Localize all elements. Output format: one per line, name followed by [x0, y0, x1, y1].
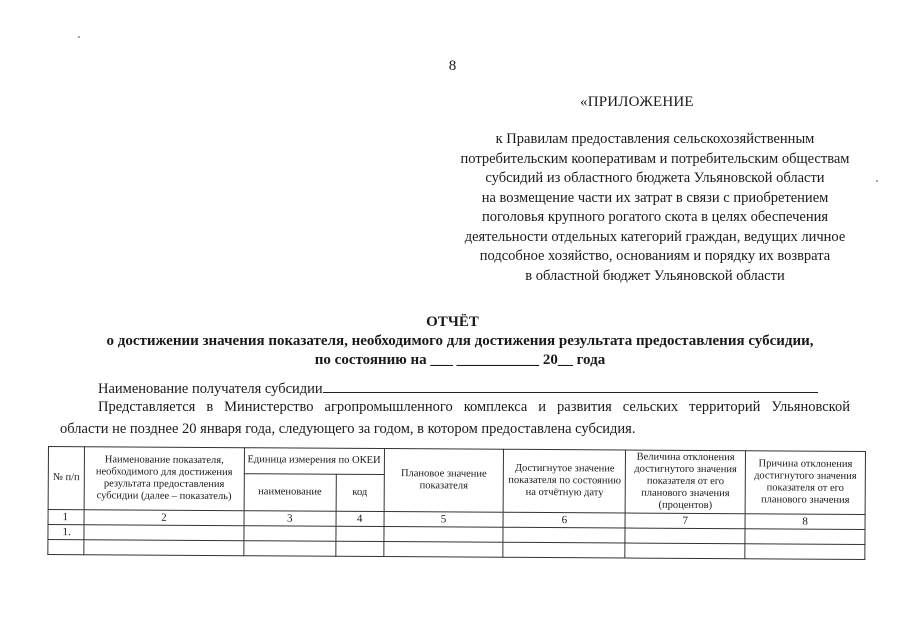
header-deviation: Величина отклонения достигнутого значения показателя от его планового значения (процентов): [625, 450, 745, 514]
table-cell[interactable]: [244, 526, 336, 542]
header-reason: Причина отклонения достигнутого значения показателя от его планового значения: [745, 451, 865, 515]
report-date-line: по состоянию на ___ ___________ 20__ года: [314, 352, 606, 368]
recipient-line: [60, 380, 888, 398]
appendix-line: подсобное хозяйство, основаниям и порядку их возврата: [479, 248, 831, 264]
table-cell: [48, 540, 84, 555]
table-cell[interactable]: [383, 542, 503, 558]
appendix-line: в областной бюджет Ульяновской области: [525, 267, 785, 284]
table-cell[interactable]: [745, 544, 865, 560]
table-cell[interactable]: [384, 527, 504, 543]
column-number: 5: [384, 512, 504, 528]
column-number: 6: [503, 512, 625, 528]
report-table: [47, 446, 866, 560]
table-cell[interactable]: [745, 529, 865, 545]
table-cell[interactable]: [625, 528, 745, 544]
column-number: 3: [244, 511, 336, 527]
column-number: 4: [336, 511, 384, 526]
table-cell[interactable]: [84, 540, 244, 556]
table-cell[interactable]: [625, 543, 745, 559]
appendix-line: на возмещение части их затрат в связи с приобретением: [481, 189, 829, 206]
table-cell[interactable]: [503, 542, 625, 558]
table-header-row: [48, 447, 865, 478]
submission-text-line: области не позднее 20 января года, следующего за годом, в котором предоставлена субсидия.: [60, 421, 636, 437]
report-subtitle: [60, 332, 860, 370]
appendix-title: «ПРИЛОЖЕНИЕ: [580, 94, 694, 110]
column-number: 1: [48, 510, 84, 525]
report-title: ОТЧЁТ: [426, 314, 479, 330]
appendix-line: потребительским кооперативам и потребительским обществам: [460, 150, 850, 167]
table-cell: 1.: [48, 525, 84, 540]
submission-text-line: Представляется в Министерство агропромышленного комплекса и развития сельских территорий Ульяновской: [98, 399, 850, 415]
appendix-line: субсидий из областного бюджета Ульяновской области: [485, 170, 825, 186]
header-indicator: Наименование показателя, необходимого для достижения результата предоставления субсидии (далее – показатель): [84, 447, 244, 511]
appendix-line: деятельности отдельных категорий граждан, ведущих личное: [464, 228, 846, 245]
header-planned: Плановое значение показателя: [384, 449, 504, 513]
table-cell[interactable]: [84, 525, 244, 541]
scan-speck: [78, 36, 80, 38]
table-cell[interactable]: [336, 541, 384, 556]
header-achieved: Достигнутое значение показателя по состоянию на отчётную дату: [504, 449, 626, 513]
table-cell[interactable]: [336, 526, 384, 541]
header-unit-name: наименование: [244, 474, 336, 512]
column-number: 8: [745, 514, 865, 530]
table-cell[interactable]: [244, 541, 336, 557]
scan-speck: [876, 180, 878, 182]
appendix-line: к Правилам предоставления сельскохозяйственным: [495, 131, 815, 147]
header-num: № п/п: [48, 447, 84, 510]
recipient-label: Наименование получателя субсидии: [98, 381, 323, 397]
column-number: 7: [625, 513, 745, 529]
column-number: 2: [84, 510, 244, 526]
report-subtitle-line: о достижении значения показателя, необходимого для достижения результата предоставления субсидии,: [106, 333, 814, 349]
page-number: 8: [448, 58, 457, 74]
table-cell[interactable]: [503, 527, 625, 543]
appendix-text: [410, 130, 900, 286]
header-unit-code: код: [336, 474, 384, 511]
appendix-line: поголовья крупного рогатого скота в целях обеспечения: [481, 209, 829, 225]
header-unit-group: Единица измерения по ОКЕИ: [244, 448, 384, 475]
recipient-blank-field[interactable]: [323, 380, 818, 393]
